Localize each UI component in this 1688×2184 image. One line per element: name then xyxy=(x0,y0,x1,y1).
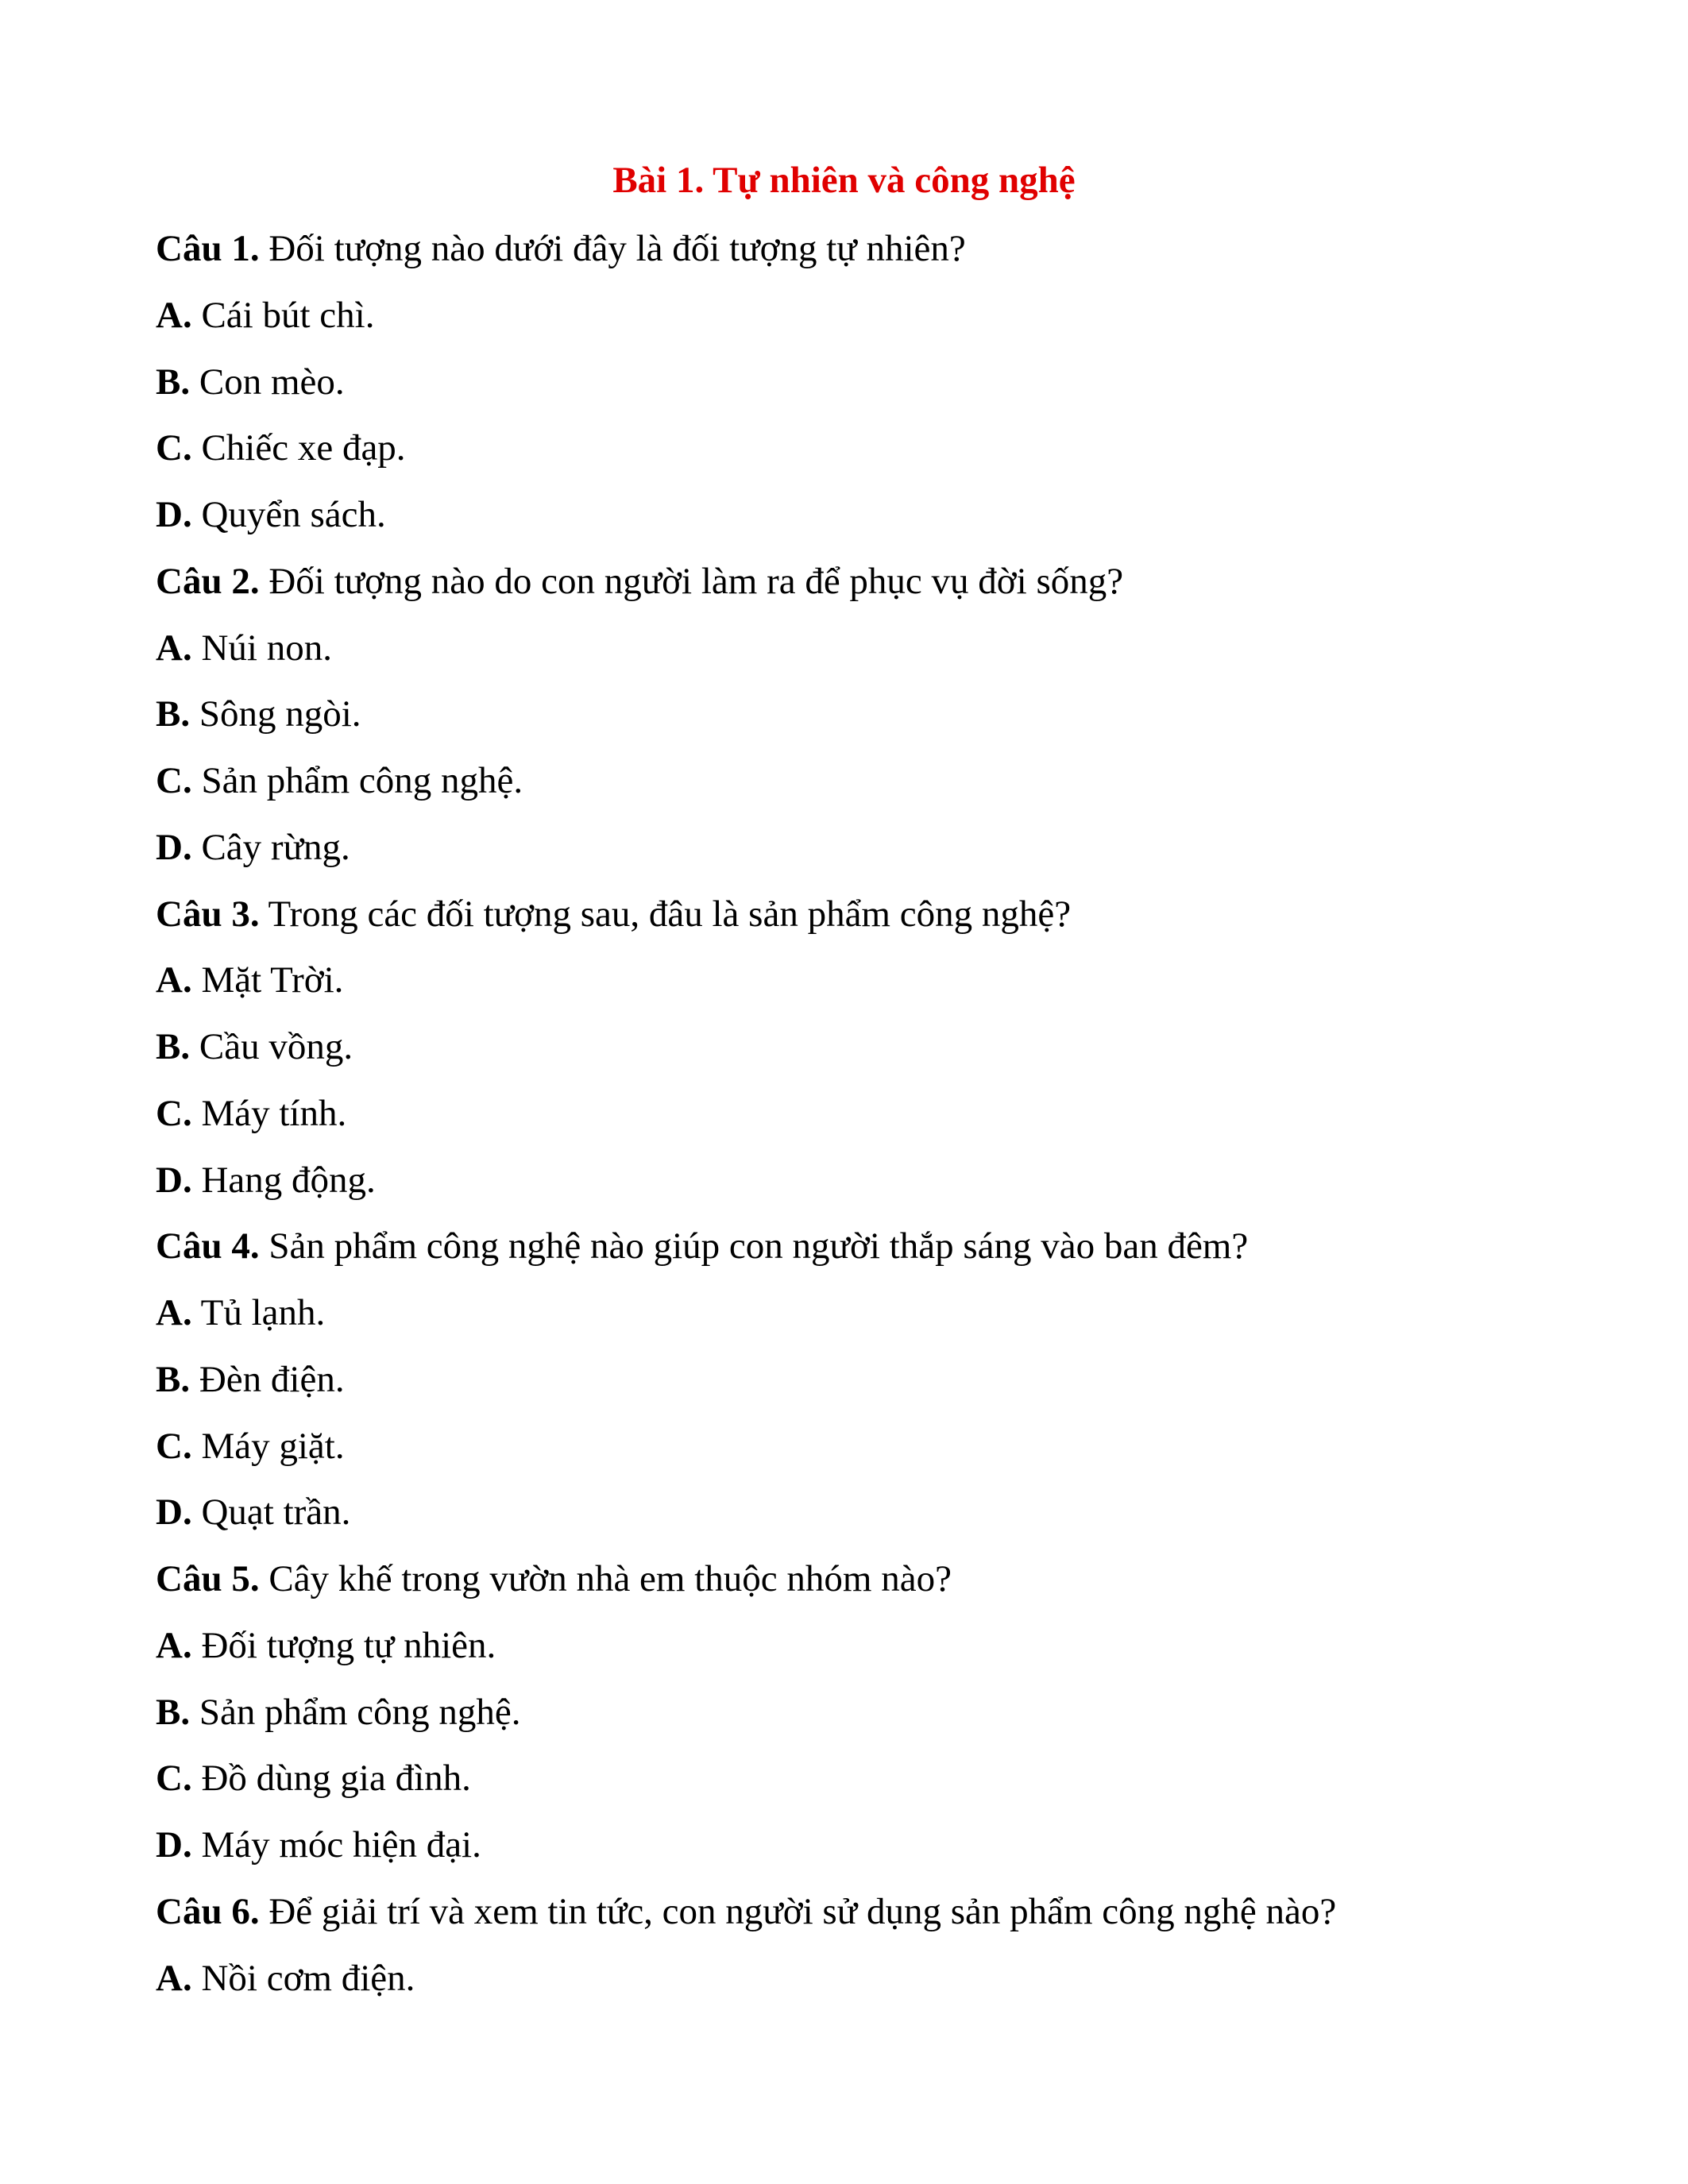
question-text: Sản phẩm công nghệ nào giúp con người thắp sáng vào ban đêm? xyxy=(268,1225,1249,1268)
option-text: Tủ lạnh. xyxy=(200,1292,326,1333)
option-text: Đối tượng tự nhiên. xyxy=(201,1624,496,1666)
option-text: Cầu vồng. xyxy=(199,1026,353,1067)
option-5c xyxy=(156,1746,1586,1812)
option-text: Con mèo. xyxy=(199,361,345,403)
option-4b xyxy=(156,1347,1586,1414)
option-letter: C. xyxy=(156,1425,192,1467)
option-6a xyxy=(156,1946,1586,2012)
option-letter: B. xyxy=(156,1691,191,1733)
question-text: Đối tượng nào dưới đây là đối tượng tự nhiên? xyxy=(268,228,966,269)
question-4 xyxy=(156,1214,1586,1280)
lesson-title: Bài 1. Tự nhiên và công nghệ xyxy=(612,160,1076,201)
option-text: Sản phẩm công nghệ. xyxy=(199,1691,521,1733)
option-3a xyxy=(156,947,1586,1014)
option-letter: D. xyxy=(156,1159,192,1201)
option-1b xyxy=(156,349,1586,416)
option-text: Sông ngòi. xyxy=(199,693,361,735)
option-1d xyxy=(156,482,1586,549)
option-text: Quyển sách. xyxy=(201,494,386,535)
question-text: Để giải trí và xem tin tức, con người sử dụng sản phẩm công nghệ nào? xyxy=(268,1890,1337,1932)
option-text: Hang động. xyxy=(201,1159,376,1201)
option-letter: B. xyxy=(156,693,191,735)
option-letter: A. xyxy=(156,1292,192,1333)
option-text: Cái bút chì. xyxy=(201,294,375,336)
option-text: Nồi cơm điện. xyxy=(201,1957,415,1999)
option-text: Chiếc xe đạp. xyxy=(201,427,406,469)
question-6 xyxy=(156,1879,1586,1946)
option-4a xyxy=(156,1280,1586,1347)
option-5d xyxy=(156,1812,1586,1879)
question-3 xyxy=(156,882,1586,948)
option-letter: B. xyxy=(156,1026,191,1067)
option-5b xyxy=(156,1680,1586,1746)
option-text: Mặt Trời. xyxy=(201,959,344,1001)
question-text: Cây khế trong vườn nhà em thuộc nhóm nào? xyxy=(268,1558,952,1599)
question-label: Câu 6. xyxy=(156,1890,260,1932)
question-text: Trong các đối tượng sau, đâu là sản phẩm công nghệ? xyxy=(268,893,1072,935)
option-letter: C. xyxy=(156,760,192,801)
option-letter: D. xyxy=(156,1491,192,1534)
question-5 xyxy=(156,1546,1586,1613)
question-list xyxy=(156,216,1586,2012)
option-1c xyxy=(156,415,1586,482)
option-letter: D. xyxy=(156,826,192,868)
option-letter: C. xyxy=(156,1758,192,1800)
option-text: Máy tính. xyxy=(201,1092,347,1134)
option-text: Đèn điện. xyxy=(199,1358,345,1400)
option-letter: B. xyxy=(156,1358,191,1400)
question-2 xyxy=(156,549,1586,615)
option-2d xyxy=(156,815,1586,882)
question-label: Câu 4. xyxy=(156,1225,260,1268)
option-1a xyxy=(156,283,1586,349)
option-letter: D. xyxy=(156,1824,192,1866)
option-letter: C. xyxy=(156,427,192,469)
option-letter: A. xyxy=(156,1957,192,1999)
option-letter: D. xyxy=(156,494,192,535)
option-2a xyxy=(156,615,1586,682)
option-text: Núi non. xyxy=(201,627,332,669)
option-text: Cây rừng. xyxy=(201,826,350,868)
option-text: Máy giặt. xyxy=(201,1425,345,1467)
option-text: Máy móc hiện đại. xyxy=(201,1824,481,1866)
question-label: Câu 1. xyxy=(156,228,260,269)
question-label: Câu 5. xyxy=(156,1558,260,1599)
option-text: Đồ dùng gia đình. xyxy=(201,1758,471,1800)
option-3c xyxy=(156,1081,1586,1148)
option-3b xyxy=(156,1014,1586,1081)
option-letter: A. xyxy=(156,959,192,1001)
option-text: Quạt trần. xyxy=(201,1491,351,1534)
option-letter: B. xyxy=(156,361,191,403)
option-4c xyxy=(156,1414,1586,1480)
question-label: Câu 2. xyxy=(156,560,260,602)
option-2b xyxy=(156,681,1586,748)
option-5a xyxy=(156,1613,1586,1680)
option-letter: A. xyxy=(156,294,192,336)
question-label: Câu 3. xyxy=(156,893,260,935)
question-1 xyxy=(156,216,1586,283)
option-letter: C. xyxy=(156,1092,192,1134)
option-letter: A. xyxy=(156,1624,192,1666)
option-text: Sản phẩm công nghệ. xyxy=(201,760,523,801)
question-text: Đối tượng nào do con người làm ra để phục vụ đời sống? xyxy=(268,560,1124,602)
option-3d xyxy=(156,1148,1586,1214)
option-letter: A. xyxy=(156,627,192,669)
option-2c xyxy=(156,748,1586,815)
option-4d xyxy=(156,1480,1586,1546)
